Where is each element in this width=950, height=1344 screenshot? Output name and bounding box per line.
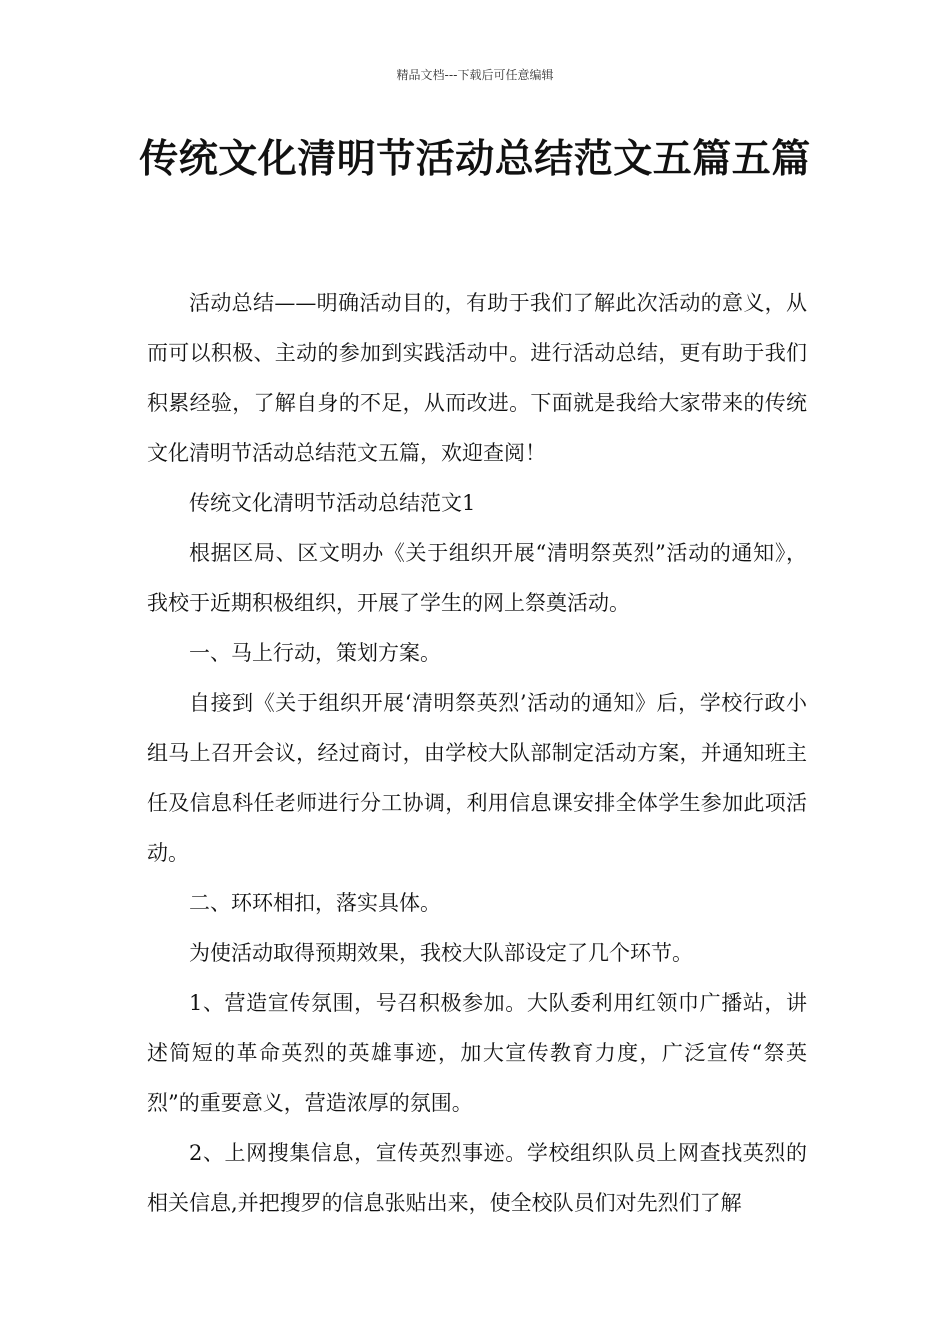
paragraph: 根据区局、区文明办《关于组织开展“清明祭英烈”活动的通知》，我校于近期积极组织，开展了学生的网上祭奠活动。 bbox=[147, 541, 807, 615]
section-heading: 传统文化清明节活动总结范文1 bbox=[189, 491, 476, 515]
subheading: 一、马上行动，策划方案。 bbox=[189, 641, 441, 665]
document-body bbox=[147, 278, 807, 1228]
header-note: 精品文档---下载后可任意编辑 bbox=[396, 68, 554, 82]
paragraph: 2、上网搜集信息，宣传英烈事迹。学校组织队员上网查找英烈的相关信息,并把搜罗的信息张贴出来，使全校队员们对先烈们了解 bbox=[147, 1141, 807, 1215]
subheading: 二、环环相扣，落实具体。 bbox=[189, 891, 441, 915]
paragraph: 1、营造宣传氛围，号召积极参加。大队委利用红领巾广播站，讲述简短的革命英烈的英雄事迹，加大宣传教育力度，广泛宣传“祭英烈”的重要意义，营造浓厚的氛围。 bbox=[147, 991, 807, 1115]
document-title: 传统文化清明节活动总结范文五篇五篇 bbox=[139, 137, 811, 182]
paragraph: 为使活动取得预期效果，我校大队部设定了几个环节。 bbox=[189, 941, 693, 965]
intro-paragraph: 活动总结——明确活动目的，有助于我们了解此次活动的意义，从而可以积极、主动的参加到实践活动中。进行活动总结，更有助于我们积累经验，了解自身的不足，从而改进。下面就是我给大家带来的传统文化清明节活动总结范文五篇，欢迎查阅！ bbox=[147, 291, 807, 465]
paragraph: 自接到《关于组织开展‘清明祭英烈’活动的通知》后，学校行政小组马上召开会议，经过商讨，由学校大队部制定活动方案，并通知班主任及信息科任老师进行分工协调，利用信息课安排全体学生参加此项活动。 bbox=[147, 691, 807, 865]
